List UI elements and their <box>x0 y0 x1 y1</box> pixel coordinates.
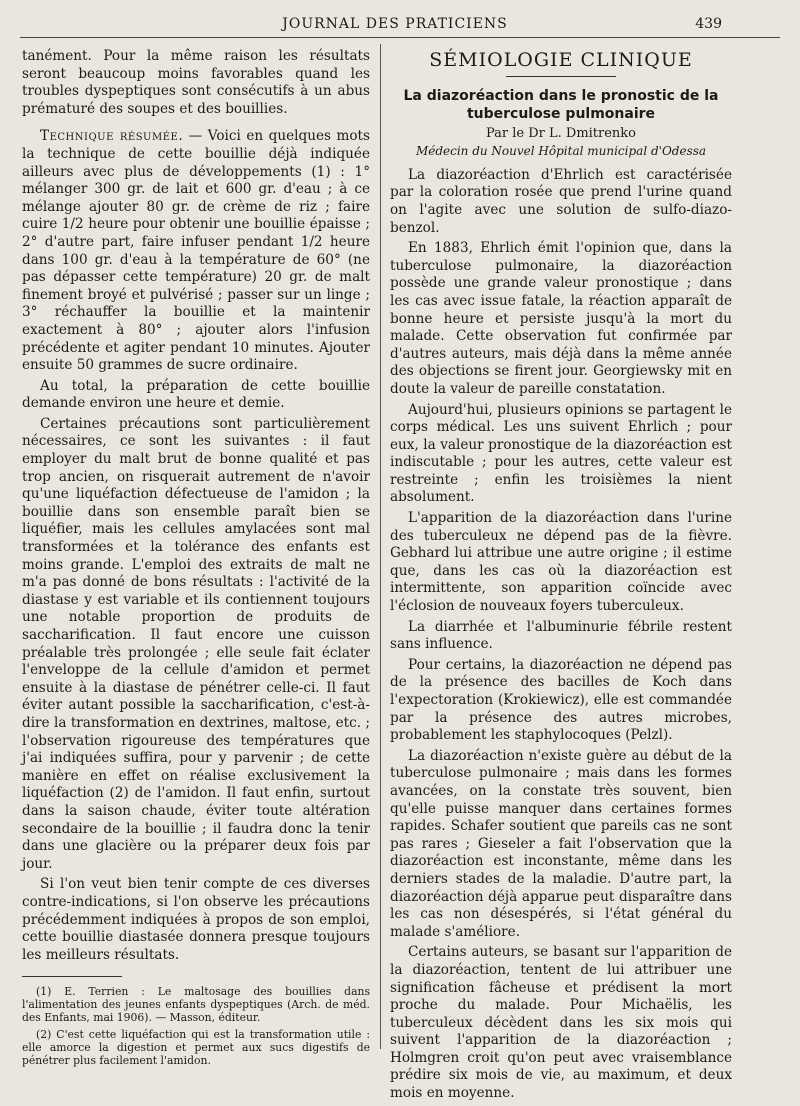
paragraph: La diarrhée et l'albuminurie fébrile restent sans influence. <box>390 618 732 653</box>
author-affiliation: Médecin du Nouvel Hôpital municipal d'Odessa <box>415 144 707 159</box>
section-rule <box>506 76 616 77</box>
run-in-heading: Technique résumée. <box>40 128 184 145</box>
column-divider <box>380 44 381 1049</box>
page-number: 439 <box>695 16 722 32</box>
paragraph-technique <box>22 128 370 374</box>
article-title: La diazoréaction dans le pronostic de la tuberculose pulmonaire <box>403 87 719 122</box>
paragraph: Certains auteurs, se basant sur l'apparition de la diazoréaction, tentent de lui attribuer une signification fâcheuse et prédisent la mort proche du malade. Pour Michaëlis, les tuberculeux décèdent dans les six mois qui suivent l'apparition de la diazoréaction ; Holmgren croit qu'on peut avec vraisemblance prédire six mois de vie, au maximum, et deux mois en moyenne. <box>390 944 732 1102</box>
left-column <box>22 48 370 1071</box>
paragraph: Certaines précautions sont particulièrement nécessaires, ce sont les suivantes : il faut employer du malt brut de bonne qualité et pas trop ancien, on risquerait autrement de n'avoir qu'une liquéfaction défectueuse de l'amidon ; la bouillie dans son ensemble paraît bien se liquéfier, mais les cellules amylacées sont mal transformées et la tolérance des enfants est moins grande. L'emploi des extraits de malt ne m'a pas donné de bons résultats : l'activité de la diastase y est variable et ils contiennent toujours une notable proportion de produits de saccharification. Il faut encore une cuisson préalable très prolongée ; elle seule fait éclater l'enveloppe de la cellule d'amidon et permet ensuite à la diastase de pénétrer celle-ci. Il faut éviter autant possible la saccharification, c'est-à-dire la transformation en dextrines, maltose, etc. ; l'observation rigoureuse des températures que j'ai indiquées suffira, pour y parvenir ; de cette manière en effet on réalise exclusivement la liquéfaction (2) de l'amidon. Il faut enfin, surtout dans la saison chaude, éviter toute altération secondaire de la bouillie ; il faudra donc la tenir dans une glacière ou la préparer deux fois par jour. <box>22 415 370 872</box>
paragraph: En 1883, Ehrlich émit l'opinion que, dans la tuberculose pulmonaire, la diazoréaction possède une grande valeur pronostique ; dans les cas avec issue fatale, la réaction apparaît de bonne heure et persiste jusqu'à la mort du malade. Cette observation fut confirmée par d'autres auteurs, mais déjà dans la même année des objections se firent jour. Georgiewsky mit en doute la valeur de pareille constatation. <box>390 240 732 397</box>
paragraph: Au total, la préparation de cette bouillie demande environ une heure et demie. <box>22 377 370 412</box>
header-rule <box>20 37 780 38</box>
paragraph-text: — Voici en quelques mots la technique de cette bouillie déjà indiquée ailleurs avec plus de développements (1) : 1° mélanger 300 gr. de lait et 600 gr. d'eau ; à ce mélange ajouter 80 gr. de crème de riz ; faire cuire 1/2 heure pour obtenir une bouillie épaisse ; 2° d'autre part, faire infuser pendant 1/2 heure dans 100 gr. d'eau à la température de 60° (ne pas dépasser cette température) 20 gr. de malt finement broyé et pulvérisé ; passer sur un linge ; 3° réchauffer la bouillie et la maintenir exactement à 80° ; ajouter alors l'infusion précédente et agiter pendant 10 minutes. Ajouter ensuite 50 grammes de sucre ordinaire. <box>22 128 370 374</box>
paragraph: Pour certains, la diazoréaction ne dépend pas de la présence des bacilles de Koch dans l'expectoration (Krokiewicz), elle est commandée par la présence des autres microbes, probablement les staphylocoques (Pelzl). <box>390 656 732 744</box>
paragraph: Aujourd'hui, plusieurs opinions se partagent le corps médical. Les uns suivent Ehrlich ; pour eux, la valeur pronostique de la diazoréaction est indiscutable ; pour les autres, cette valeur est restreinte ; enfin les troisièmes la nient absolument. <box>390 401 732 506</box>
byline: Par le Dr L. Dmitrenko <box>485 125 637 141</box>
footnote-1: (1) E. Terrien : Le maltosage des bouillies dans l'alimentation des jeunes enfants dyspeptiques (Arch. de méd. des Enfants, mai 1906). — Masson, éditeur. <box>22 985 370 1025</box>
footnote-2: (2) C'est cette liquéfaction qui est la transformation utile : elle amorce la digestion et permet aux sucs digestifs de pénétrer plus facilement l'amidon. <box>22 1028 370 1068</box>
right-column <box>390 48 732 1106</box>
paragraph: La diazoréaction d'Ehrlich est caractérisée par la coloration rosée que prend l'urine quand on l'agite avec une solution de sulfo-diazo-benzol. <box>390 166 732 236</box>
paragraph: Si l'on veut bien tenir compte de ces diverses contre-indications, si l'on observe les précautions précédemment indiquées à propos de son emploi, cette bouillie diastasée donnera presque toujours les meilleurs résultats. <box>22 876 370 963</box>
section-heading: SÉMIOLOGIE CLINIQUE <box>429 49 693 71</box>
paragraph: tanément. Pour la même raison les résultats seront beaucoup moins favorables quand les troubles dyspeptiques sont consécutifs à un abus prématuré des soupes et des bouillies. <box>22 48 370 117</box>
running-title: JOURNAL DES PRATICIENS <box>282 16 508 32</box>
paragraph: L'apparition de la diazoréaction dans l'urine des tuberculeux ne dépend pas de la fièvre. Gebhard lui attribue une autre origine ; il estime que, dans les cas où la diazoréaction est intermittente, son apparition coïncide avec l'éclosion de nouveaux foyers tuberculeux. <box>390 510 732 615</box>
paragraph: La diazoréaction n'existe guère au début de la tuberculose pulmonaire ; mais dans les formes avancées, on la constate très souvent, bien qu'elle puisse manquer dans certaines formes rapides. Schafer soutient que pareils cas ne sont pas rares ; Gieseler a fait l'observation que la diazoréaction est inconstante, même dans les derniers stades de la maladie. D'autre part, la diazoréaction déjà apparue peut disparaître dans les cas non désespérés, si l'état général du malade s'améliore. <box>390 747 732 940</box>
running-head <box>0 14 800 36</box>
footnote-rule <box>22 976 122 977</box>
